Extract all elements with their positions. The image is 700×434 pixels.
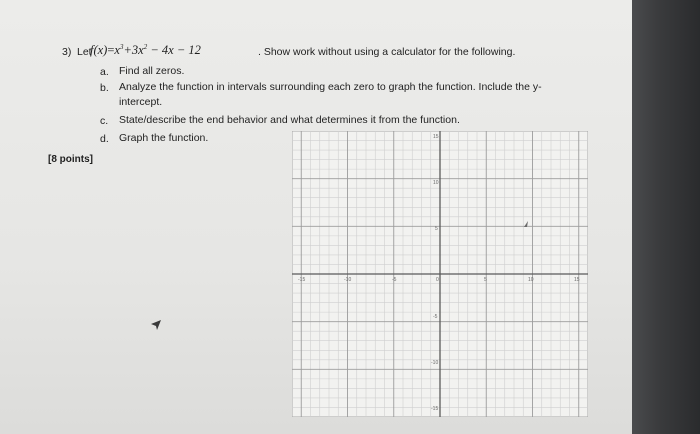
y-label-5: 5 <box>435 226 438 232</box>
part-b-text: Analyze the function in intervals surrounding each zero to graph the function. Include the y- <box>119 81 542 93</box>
points-label: [8 points] <box>48 154 93 165</box>
part-b-letter: b. <box>100 82 109 94</box>
y-label-neg10: -10 <box>431 360 439 366</box>
problem-prefix: Let <box>77 46 92 58</box>
part-d-text: Graph the function. <box>119 132 209 144</box>
problem-instructions: . Show work without using a calculator for the following. <box>258 46 516 58</box>
grid-lines <box>292 131 588 417</box>
x-label-0: 0 <box>436 277 439 283</box>
function-term-rest: − 4x − 12 <box>147 43 201 57</box>
exponent-2: 2 <box>143 43 148 51</box>
x-label-neg15: -15 <box>298 277 306 283</box>
mouse-cursor-icon <box>150 318 164 332</box>
x-label-5: 5 <box>484 277 487 283</box>
part-a-letter: a. <box>100 66 109 78</box>
y-label-neg5: -5 <box>433 314 438 320</box>
screen-bezel <box>632 0 700 434</box>
x-label-neg10: -10 <box>344 277 352 283</box>
part-d-letter: d. <box>100 133 109 145</box>
part-c-text: State/describe the end behavior and what determines it from the function. <box>119 114 460 126</box>
part-c-letter: c. <box>100 115 109 127</box>
exponent-3: 3 <box>119 43 124 51</box>
problem-number: 3) <box>62 46 72 58</box>
function-term-3x: +3x <box>123 43 144 57</box>
y-label-15: 15 <box>433 134 439 140</box>
y-label-10: 10 <box>433 180 439 186</box>
part-b-continuation: intercept. <box>119 96 163 108</box>
x-label-15: 15 <box>574 277 580 283</box>
function-definition: $f(x)=x^3+3x^2 - 4x - 12$ <box>90 43 201 57</box>
part-a-text: Find all zeros. <box>119 65 185 77</box>
coordinate-grid <box>292 131 588 422</box>
function-term-x: x <box>114 43 120 57</box>
function-lhs: f(x) <box>90 43 108 57</box>
x-label-10: 10 <box>528 277 534 283</box>
x-label-neg5: -5 <box>392 277 397 283</box>
y-label-neg15: -15 <box>431 406 439 412</box>
